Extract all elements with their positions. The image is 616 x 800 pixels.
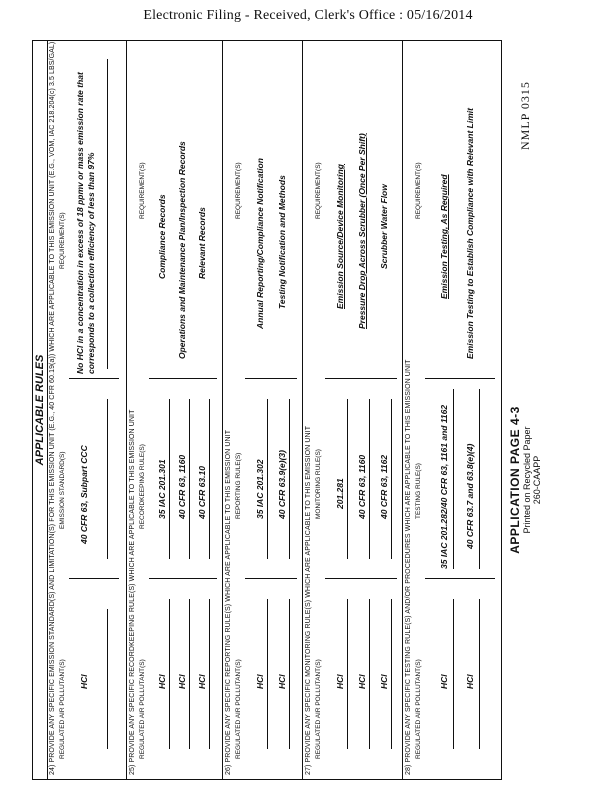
form-canvas (18, 30, 548, 790)
col-head-standard: REPORTING RULE(S) (235, 452, 242, 519)
requirement-cell: No HCl in a concentration in excess of 18 ppmv or mass emission rate that corresponds to a collection efficiency of less than 97% (75, 72, 96, 374)
standard-cell: 40 CFR 63.7 and 63.8(e)(4) (465, 443, 475, 549)
requirement-cell: Relevant Records (197, 207, 207, 279)
requirement-cell: Operations and Maintenance Plan/Inspection Records (177, 141, 187, 359)
pollutant-cell: HCl (379, 674, 389, 689)
section-title: 25) PROVIDE ANY SPECIFIC RECORDKEEPING RULE(S) WHICH ARE APPLICABLE TO THIS EMISSION UNIT (129, 409, 136, 775)
form-title: APPLICABLE RULES (33, 41, 48, 779)
standard-cell: 40 CFR 63, 1160 (357, 454, 367, 519)
col-head-pollutant: REGULATED AIR POLLUTANT(S) (139, 659, 146, 759)
pollutant-cell: HCl (255, 674, 265, 689)
section-title: 27) PROVIDE ANY SPECIFIC MONITORING RULE(S) WHICH ARE APPLICABLE TO THIS EMISSION UNIT (305, 425, 312, 775)
section-reporting (223, 41, 303, 779)
pollutant-cell: HCl (335, 674, 345, 689)
col-head-standard: MONITORING RULE(S) (315, 449, 322, 519)
section-title: 24) PROVIDE ANY SPECIFIC EMISSION STANDARD(S) AND LIMITATION(S) FOR THIS EMISSION UNIT (E.G., 40 CFR 60.19(a)) WHICH ARE APPLICABLE TO THIS EMISSION UNIT (E.G., VOM, IAC 218.204(c) 3.5 LBS/GAL) (49, 41, 56, 775)
application-page-label (508, 370, 542, 590)
standard-cell: 35 IAC 201.301 (157, 459, 167, 519)
col-head-requirement: REQUIREMENT(S) (59, 212, 66, 269)
standard-cell: 40 CFR 63, Subpart CCC (79, 445, 89, 544)
pollutant-cell: HCl (197, 674, 207, 689)
requirement-cell: Compliance Records (157, 194, 167, 279)
col-head-requirement: REQUIREMENT(S) (315, 162, 322, 219)
standard-cell: 35 IAC 201.282/40 CFR 63, 1161 and 1162 (439, 404, 449, 569)
section-testing (403, 41, 501, 779)
section-monitoring (303, 41, 403, 779)
col-head-standard: TESTING RULE(S) (415, 463, 422, 519)
rotated-form-area (18, 30, 548, 790)
standard-cell: 35 IAC 201.302 (255, 459, 265, 519)
section-title: 28) PROVIDE ANY SPECIFIC TESTING RULE(S) AND/OR PROCEDURES WHICH ARE APPLICABLE TO THIS EMISSION UNIT (405, 359, 412, 775)
section-recordkeeping (127, 41, 223, 779)
requirement-cell: Emission Testing to Establish Compliance with Relevant Limit (465, 108, 475, 359)
col-head-requirement: REQUIREMENT(S) (235, 162, 242, 219)
col-head-requirement: REQUIREMENT(S) (415, 162, 422, 219)
col-head-pollutant: REGULATED AIR POLLUTANT(S) (315, 659, 322, 759)
filing-header: Electronic Filing - Received, Clerk's Office : 05/16/2014 (143, 8, 473, 23)
col-head-pollutant: REGULATED AIR POLLUTANT(S) (235, 659, 242, 759)
pollutant-cell: HCl (79, 674, 89, 689)
applicable-rules-form (32, 40, 502, 780)
col-head-pollutant: REGULATED AIR POLLUTANT(S) (59, 659, 66, 759)
side-id: NMLP 0315 (518, 81, 532, 150)
col-head-pollutant: REGULATED AIR POLLUTANT(S) (415, 659, 422, 759)
col-head-requirement: REQUIREMENT(S) (139, 162, 146, 219)
requirement-cell: Emission Source/Device Monitoring (335, 163, 345, 309)
pollutant-cell: HCl (357, 674, 367, 689)
app-page-sub2: 260-CAAPP (532, 455, 542, 505)
standard-cell: 201.281 (335, 478, 345, 509)
standard-cell: 40 CFR 63, 1160 (177, 454, 187, 519)
col-head-standard: RECORDKEEPING RULE(S) (139, 444, 146, 529)
app-page-sub1: Printed on Recycled Paper (522, 426, 532, 534)
standard-cell: 40 CFR 63, 1162 (379, 454, 389, 519)
standard-cell: 40 CFR 63.9(e)(3) (277, 450, 287, 519)
section-emission-standards (47, 41, 127, 779)
requirement-cell: Emission Testing, As Required (439, 174, 449, 299)
requirement-cell: Pressure Drop Across Scrubber (Once Per Shift) (357, 133, 367, 329)
pollutant-cell: HCl (465, 674, 475, 689)
section-title: 26) PROVIDE ANY SPECIFIC REPORTING RULE(S) WHICH ARE APPLICABLE TO THIS EMISSION UNIT (225, 429, 232, 775)
requirement-cell: Testing Notification and Methods (277, 175, 287, 309)
requirement-cell: Scrubber Water Flow (379, 184, 389, 269)
requirement-cell: Annual Reporting/Compliance Notification (255, 158, 265, 329)
standard-cell: 40 CFR 63.10 (197, 466, 207, 519)
pollutant-cell: HCl (177, 674, 187, 689)
pollutant-cell: HCl (277, 674, 287, 689)
pollutant-cell: HCl (439, 674, 449, 689)
app-page-title: APPLICATION PAGE (508, 428, 522, 554)
app-page-number: 4-3 (508, 406, 522, 426)
col-head-standard: EMISSION STANDARD(S) (59, 451, 66, 529)
pollutant-cell: HCl (157, 674, 167, 689)
